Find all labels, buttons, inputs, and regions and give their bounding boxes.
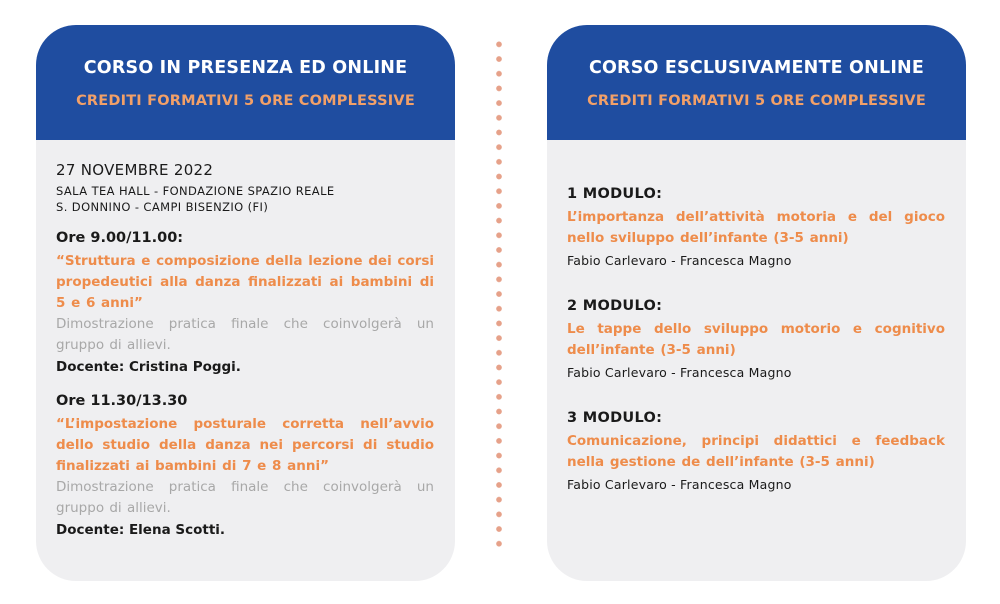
session — [56, 229, 434, 378]
session-time: Ore 9.00/11.00: — [56, 230, 184, 246]
card-body — [56, 161, 434, 541]
online-course-card — [547, 25, 966, 581]
dotted-divider — [495, 37, 503, 552]
card-header — [547, 25, 966, 140]
in-person-course-card — [36, 25, 455, 581]
module-authors: Fabio Carlevaro - Francesca Magno — [567, 365, 792, 380]
session-title: “Struttura e composizione della lezione dei corsi propedeutici alla danza finalizzati ai bambini di 5 e 6 anni” — [56, 253, 434, 311]
module-description: Comunicazione, principi didattici e feedback nella gestione de dell’infante (3-5 anni) — [567, 433, 945, 470]
session-time: Ore 11.30/13.30 — [56, 393, 188, 409]
session — [56, 392, 434, 541]
module-description: Le tappe dello sviluppo motorio e cognitivo dell’infante (3-5 anni) — [567, 321, 945, 358]
venue-line: SALA TEA HALL - FONDAZIONE SPAZIO REALE — [56, 184, 335, 198]
module-title: 1 MODULO: — [567, 186, 663, 202]
session-teacher: Docente: Cristina Poggi. — [56, 359, 241, 375]
module-title: 2 MODULO: — [567, 298, 663, 314]
session-teacher: Docente: Elena Scotti. — [56, 522, 226, 538]
session-title: “L’impostazione posturale corretta nell’avvio dello studio della danza nei percorsi di studio finalizzati ai bambini di 7 e 8 anni” — [56, 416, 434, 474]
card-body — [567, 185, 945, 521]
card-title: CORSO ESCLUSIVAMENTE ONLINE — [588, 58, 925, 78]
module — [567, 185, 945, 270]
module-description: L’importanza dell’attività motoria e del gioco nello sviluppo dell’infante (3-5 anni) — [567, 209, 945, 246]
card-subtitle: CREDITI FORMATIVI 5 ORE COMPLESSIVE — [76, 93, 415, 109]
card-title: CORSO IN PRESENZA ED ONLINE — [83, 58, 408, 78]
card-header — [36, 25, 455, 140]
session-note: Dimostrazione pratica finale che coinvolgerà un gruppo di allievi. — [56, 479, 434, 516]
session-note: Dimostrazione pratica finale che coinvolgerà un gruppo di allievi. — [56, 316, 434, 353]
module-authors: Fabio Carlevaro - Francesca Magno — [567, 253, 792, 268]
venue-line: S. DONNINO - CAMPI BISENZIO (FI) — [56, 200, 269, 214]
module — [567, 409, 945, 494]
module-authors: Fabio Carlevaro - Francesca Magno — [567, 477, 792, 492]
module — [567, 297, 945, 382]
event-date: 27 NOVEMBRE 2022 — [56, 161, 214, 179]
module-title: 3 MODULO: — [567, 410, 663, 426]
card-subtitle: CREDITI FORMATIVI 5 ORE COMPLESSIVE — [587, 93, 926, 109]
